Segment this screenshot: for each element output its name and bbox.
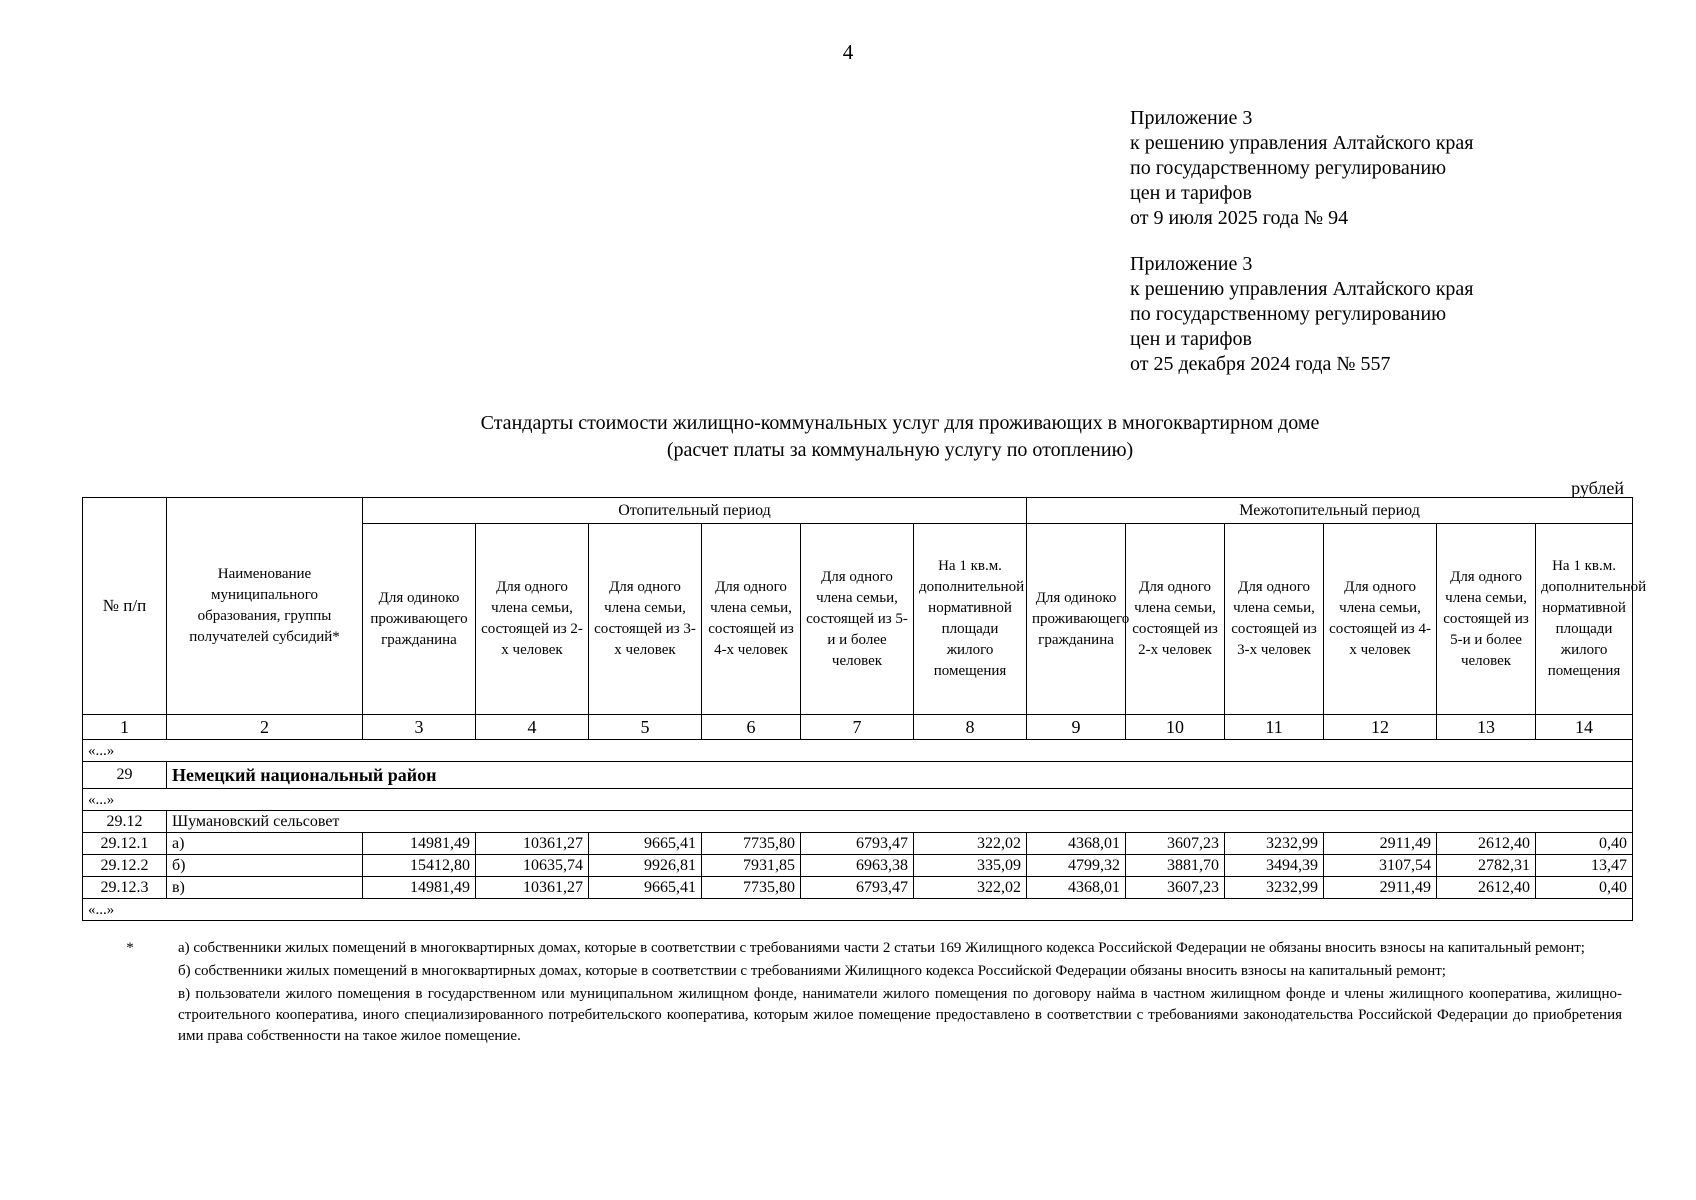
unit-label: рублей [1571,478,1624,498]
district-row [83,762,1633,789]
value-cell: 9665,41 [589,877,702,899]
column-number: 13 [1437,715,1536,740]
ellipsis-cell: «...» [83,789,1633,811]
header-nonheating-col: Для одного члена семьи, состоящей из 4-х человек [1324,524,1437,715]
row-group: а) [167,833,363,855]
value-cell: 2911,49 [1324,877,1437,899]
district-name: Немецкий национальный район [167,762,1633,789]
value-cell: 2911,49 [1324,833,1437,855]
header-heating-col: Для одного члена семьи, состоящей из 2-х человек [476,524,589,715]
value-cell: 3607,23 [1126,833,1225,855]
column-number: 7 [801,715,914,740]
header-heating-period: Отопительный период [363,498,1027,524]
value-cell: 10635,74 [476,855,589,877]
appendix-header-original [1130,252,1600,377]
header-nonheating-col: Для одиноко проживающего гражданина [1027,524,1126,715]
footnote-b [82,961,1622,982]
column-number: 9 [1027,715,1126,740]
ellipsis-row [83,789,1633,811]
column-number: 10 [1126,715,1225,740]
column-number: 6 [702,715,801,740]
header-nonheating-period: Межотопительный период [1027,498,1633,524]
value-cell: 3232,99 [1225,833,1324,855]
value-cell: 7735,80 [702,877,801,899]
value-cell: 3607,23 [1126,877,1225,899]
header-heating-col: Для одного члена семьи, состоящей из 4-х человек [702,524,801,715]
table-row [83,877,1633,899]
value-cell: 4368,01 [1027,877,1126,899]
appendix-line: цен и тарифов [1130,182,1252,204]
header-nonheating-col: Для одного члена семьи, состоящей из 5-и и более человек [1437,524,1536,715]
footnote-mark: * [126,940,134,956]
value-cell: 4799,32 [1027,855,1126,877]
settlement-name: Шумановский сельсовет [167,811,1633,833]
value-cell: 322,02 [914,877,1027,899]
settlement-row [83,811,1633,833]
header-num: № п/п [83,498,167,715]
value-cell: 6963,38 [801,855,914,877]
value-cell: 3107,54 [1324,855,1437,877]
value-cell: 6793,47 [801,833,914,855]
row-code: 29.12.1 [83,833,167,855]
page-number: 4 [842,40,854,64]
value-cell: 0,40 [1536,877,1633,899]
footnote-a [82,938,1622,959]
header-nonheating-col: Для одного члена семьи, состоящей из 3-х человек [1225,524,1324,715]
ellipsis-row [83,740,1633,762]
row-group: в) [167,877,363,899]
column-number: 8 [914,715,1027,740]
ellipsis-cell: «...» [83,899,1633,921]
ellipsis-cell: «...» [83,740,1633,762]
value-cell: 322,02 [914,833,1027,855]
header-heating-col: Для одиноко проживающего гражданина [363,524,476,715]
appendix-line: цен и тарифов [1130,328,1252,350]
header-name: Наименование муниципального образования, группы получателей субсидий* [167,498,363,715]
value-cell: 14981,49 [363,877,476,899]
row-code: 29.12.2 [83,855,167,877]
header-heating-col: На 1 кв.м. дополнительной нормативной площади жилого помещения [914,524,1027,715]
header-nonheating-col: На 1 кв.м. дополнительной нормативной площади жилого помещения [1536,524,1633,715]
title-line-2: (расчет платы за коммунальную услугу по отоплению) [666,439,1134,461]
appendix-line: Приложение 3 [1130,107,1253,129]
ellipsis-row [83,899,1633,921]
value-cell: 7931,85 [702,855,801,877]
tariff-table [82,497,1647,921]
value-cell: 10361,27 [476,877,589,899]
value-cell: 15412,80 [363,855,476,877]
row-code: 29.12.3 [83,877,167,899]
value-cell: 14981,49 [363,833,476,855]
footnote-text: б) собственники жилых помещений в многоквартирных домах, которые в соответствии с требованиями Жилищного кодекса Российской Федерации обязаны вносить взносы на капитальный ремонт; [178,963,1446,979]
footnote-c [82,984,1622,1047]
title-line-1: Стандарты стоимости жилищно-коммунальных услуг для проживающих в многоквартирном доме [480,412,1320,434]
value-cell: 7735,80 [702,833,801,855]
value-cell: 3494,39 [1225,855,1324,877]
appendix-line: от 9 июля 2025 года № 94 [1130,207,1349,229]
column-number: 4 [476,715,589,740]
table-row [83,855,1633,877]
column-number: 2 [167,715,363,740]
value-cell: 2782,31 [1437,855,1536,877]
column-number: 3 [363,715,476,740]
value-cell: 13,47 [1536,855,1633,877]
appendix-line: по государственному регулированию [1130,303,1447,325]
value-cell: 9665,41 [589,833,702,855]
appendix-line: от 25 декабря 2024 года № 557 [1130,353,1391,375]
value-cell: 10361,27 [476,833,589,855]
header-heating-col: Для одного члена семьи, состоящей из 3-х человек [589,524,702,715]
value-cell: 0,40 [1536,833,1633,855]
column-number: 12 [1324,715,1437,740]
appendix-line: к решению управления Алтайского края [1130,278,1474,300]
row-group: б) [167,855,363,877]
column-number: 1 [83,715,167,740]
district-code: 29 [83,762,167,789]
value-cell: 335,09 [914,855,1027,877]
footnote-text: а) собственники жилых помещений в многоквартирных домах, которые в соответствии с требованиями части 2 статьи 169 Жилищного кодекса Российской Федерации не обязаны вносить взносы на капитальный ремонт; [178,940,1585,956]
value-cell: 3881,70 [1126,855,1225,877]
footnote-text: в) пользователи жилого помещения в государственном или муниципальном жилищном фонде, наниматели жилого помещения по договору найма в частном жилищном фонде и члены жилищного кооператива, жилищно-строительного кооператива, иного специализированного потребительского кооператива, которым жилое помещение предоставлено в соответствии с требованиями законодательства Российской Федерации до приобретения ими права собственности на такое жилое помещение. [178,986,1622,1044]
settlement-code: 29.12 [83,811,167,833]
column-number: 14 [1536,715,1633,740]
value-cell: 3232,99 [1225,877,1324,899]
footnotes [82,938,1622,1049]
appendix-line: Приложение 3 [1130,253,1253,275]
value-cell: 9926,81 [589,855,702,877]
appendix-line: по государственному регулированию [1130,157,1447,179]
value-cell: 2612,40 [1437,877,1536,899]
appendix-line: к решению управления Алтайского края [1130,132,1474,154]
table-row [83,833,1633,855]
appendix-header-current [1130,106,1600,231]
header-nonheating-col: Для одного члена семьи, состоящей из 2-х человек [1126,524,1225,715]
value-cell: 2612,40 [1437,833,1536,855]
column-number: 5 [589,715,702,740]
value-cell: 4368,01 [1027,833,1126,855]
header-heating-col: Для одного члена семьи, состоящей из 5-и и более человек [801,524,914,715]
value-cell: 6793,47 [801,877,914,899]
document-title [380,410,1420,464]
column-number: 11 [1225,715,1324,740]
